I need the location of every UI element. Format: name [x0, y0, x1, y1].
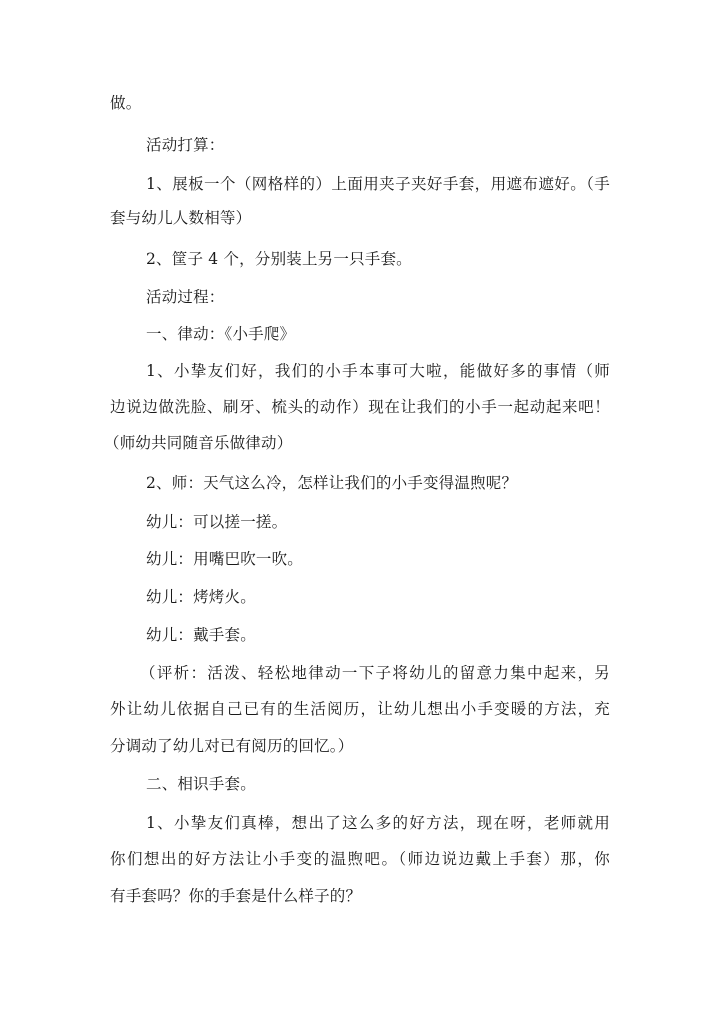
text-line: 做。	[110, 94, 142, 112]
text-line: 1、展板一个（网格样的）上面用夹子夹好手套，用遮布遮好。（手	[146, 175, 610, 193]
text-line: 你们想出的好方法让小手变的温煦吧。（师边说边戴上手套）那，你	[110, 850, 610, 868]
text-line: 幼儿：用嘴巴吹一吹。	[146, 550, 304, 568]
text-line: （师幼共同随音乐做律动）	[104, 434, 293, 452]
section-heading: 活动打算：	[146, 136, 225, 154]
text-line: 1、小挚友们真棒，想出了这么多的好方法，现在呀，老师就用	[146, 814, 610, 832]
text-line: 外让幼儿依据自己已有的生活阅历，让幼儿想出小手变暖的方法，充	[110, 700, 610, 718]
text-line: 套与幼儿人数相等）	[110, 209, 252, 227]
text-line: 幼儿：烤烤火。	[146, 588, 256, 606]
section-heading: 活动过程：	[146, 288, 225, 306]
text-line: 边说边做洗脸、刷牙、梳头的动作）现在让我们的小手一起动起来吧！	[110, 398, 610, 416]
text-line: 有手套吗？你的手套是什么样子的？	[110, 887, 362, 905]
text-line: 幼儿：戴手套。	[146, 626, 256, 644]
text-line: 1、小挚友们好，我们的小手本事可大啦，能做好多的事情（师	[146, 362, 610, 380]
text-line: （评析：活泼、轻松地律动一下子将幼儿的留意力集中起来，另	[140, 664, 610, 682]
text-line: 2、筐子 4 个，分别装上另一只手套。	[146, 250, 412, 268]
section-heading: 二、相识手套。	[146, 775, 256, 793]
text-line: 2、师：天气这么冷，怎样让我们的小手变得温煦呢？	[146, 474, 518, 492]
text-line: 分调动了幼儿对已有阅历的回忆。）	[110, 737, 354, 755]
section-heading: 一、律动：《小手爬》	[146, 325, 296, 343]
text-line: 幼儿：可以搓一搓。	[146, 513, 288, 531]
